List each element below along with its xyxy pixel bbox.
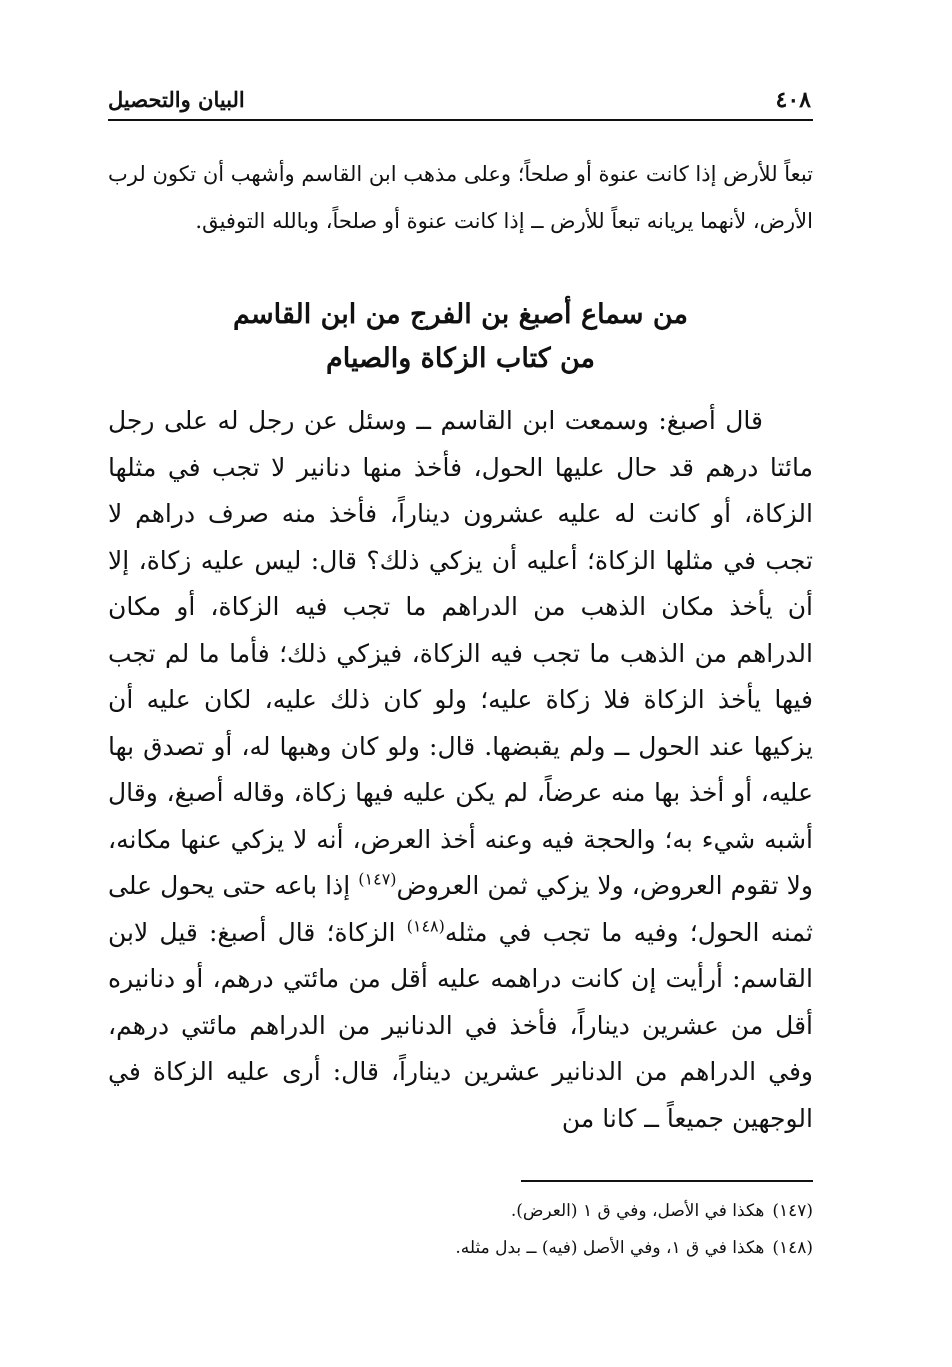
section-title-line-1: من سماع أصبغ بن الفرج من ابن القاسم — [233, 299, 688, 330]
main-paragraph — [108, 398, 813, 1142]
footnote-ref-147[interactable]: (١٤٧) — [358, 869, 397, 889]
section-heading — [108, 293, 813, 381]
page-number: ٤٠٨ — [775, 87, 811, 113]
footnotes — [108, 1193, 813, 1267]
footnote-number: (١٤٨) — [772, 1238, 813, 1258]
footnote-148 — [108, 1230, 813, 1267]
main-text-part-1: قال أصبغ: وسمعت ابن القاسم ــ وسئل عن رجل له على رجل مائتا درهم قد حال عليها الحول، فأخذ منها دنانير لا تجب في مثلها الزكاة، أو كانت له عليه عشرون ديناراً، فأخذ منه صرف دراهم لا تجب في مثلها الزكاة؛ أعليه أن يزكي ذلك؟ قال: ليس عليه زكاة، إلا أن يأخذ مكان الذهب من الدراهم ما تجب فيه الزكاة، أو مكان الدراهم من الذهب ما تجب فيه الزكاة، فيزكي ذلك؛ فأما ما لم تجب فيها يأخذ الزكاة فلا زكاة عليه؛ ولو كان ذلك عليه، لكان عليه أن يزكيها عند الحول ــ ولم يقبضها. قال: ولو كان وهبها له، أو تصدق بها عليه، أو أخذ بها منه عرضاً، لم يكن عليه فيها زكاة، وقاله أصبغ، وقال أشبه شيء به؛ والحجة فيه وعنه أخذ العرض، أنه لا يزكي عنها مكانه، ولا تقوم العروض، ولا يزكي ثمن العروض — [108, 406, 813, 900]
footnote-number: (١٤٧) — [772, 1201, 813, 1221]
running-head — [108, 80, 813, 120]
main-text-part-2: إذا باعه حتى يحول على ثمنه الحول؛ وفيه ما تجب في مثله — [108, 871, 813, 947]
footnote-text: هكذا في الأصل، وفي ق ١ (العرض). — [510, 1201, 765, 1221]
book-title: البيان والتحصيل — [108, 87, 245, 112]
footnote-text: هكذا في ق ١، وفي الأصل (فيه) ــ بدل مثله. — [455, 1238, 765, 1258]
intro-text: تبعاً للأرض إذا كانت عنوة أو صلحاً؛ وعلى مذهب ابن القاسم وأشهب أن تكون لرب الأرض، لأنهما يريانه تبعاً للأرض ــ إذا كانت عنوة أو صلحاً، وبالله التوفيق. — [108, 162, 813, 233]
main-text — [108, 398, 813, 1142]
section-title-line-2: من كتاب الزكاة والصيام — [326, 343, 595, 374]
intro-paragraph — [108, 151, 813, 245]
header-rule — [108, 119, 813, 121]
main-text-part-3: الزكاة؛ قال أصبغ: قيل لابن القاسم: أرأيت إن كانت دراهمه عليه أقل من مائتي درهم، أو دنانيره أقل من عشرين ديناراً، فأخذ في الدنانير من الدراهم مائتي درهم، وفي الدراهم من الدنانير عشرين ديناراً، قال: أرى عليه الزكاة في الوجهين جميعاً ــ كانا من — [108, 917, 813, 1133]
footnote-147 — [108, 1193, 813, 1230]
footnote-ref-148[interactable]: (١٤٨) — [406, 916, 445, 936]
footnote-separator — [521, 1180, 813, 1182]
